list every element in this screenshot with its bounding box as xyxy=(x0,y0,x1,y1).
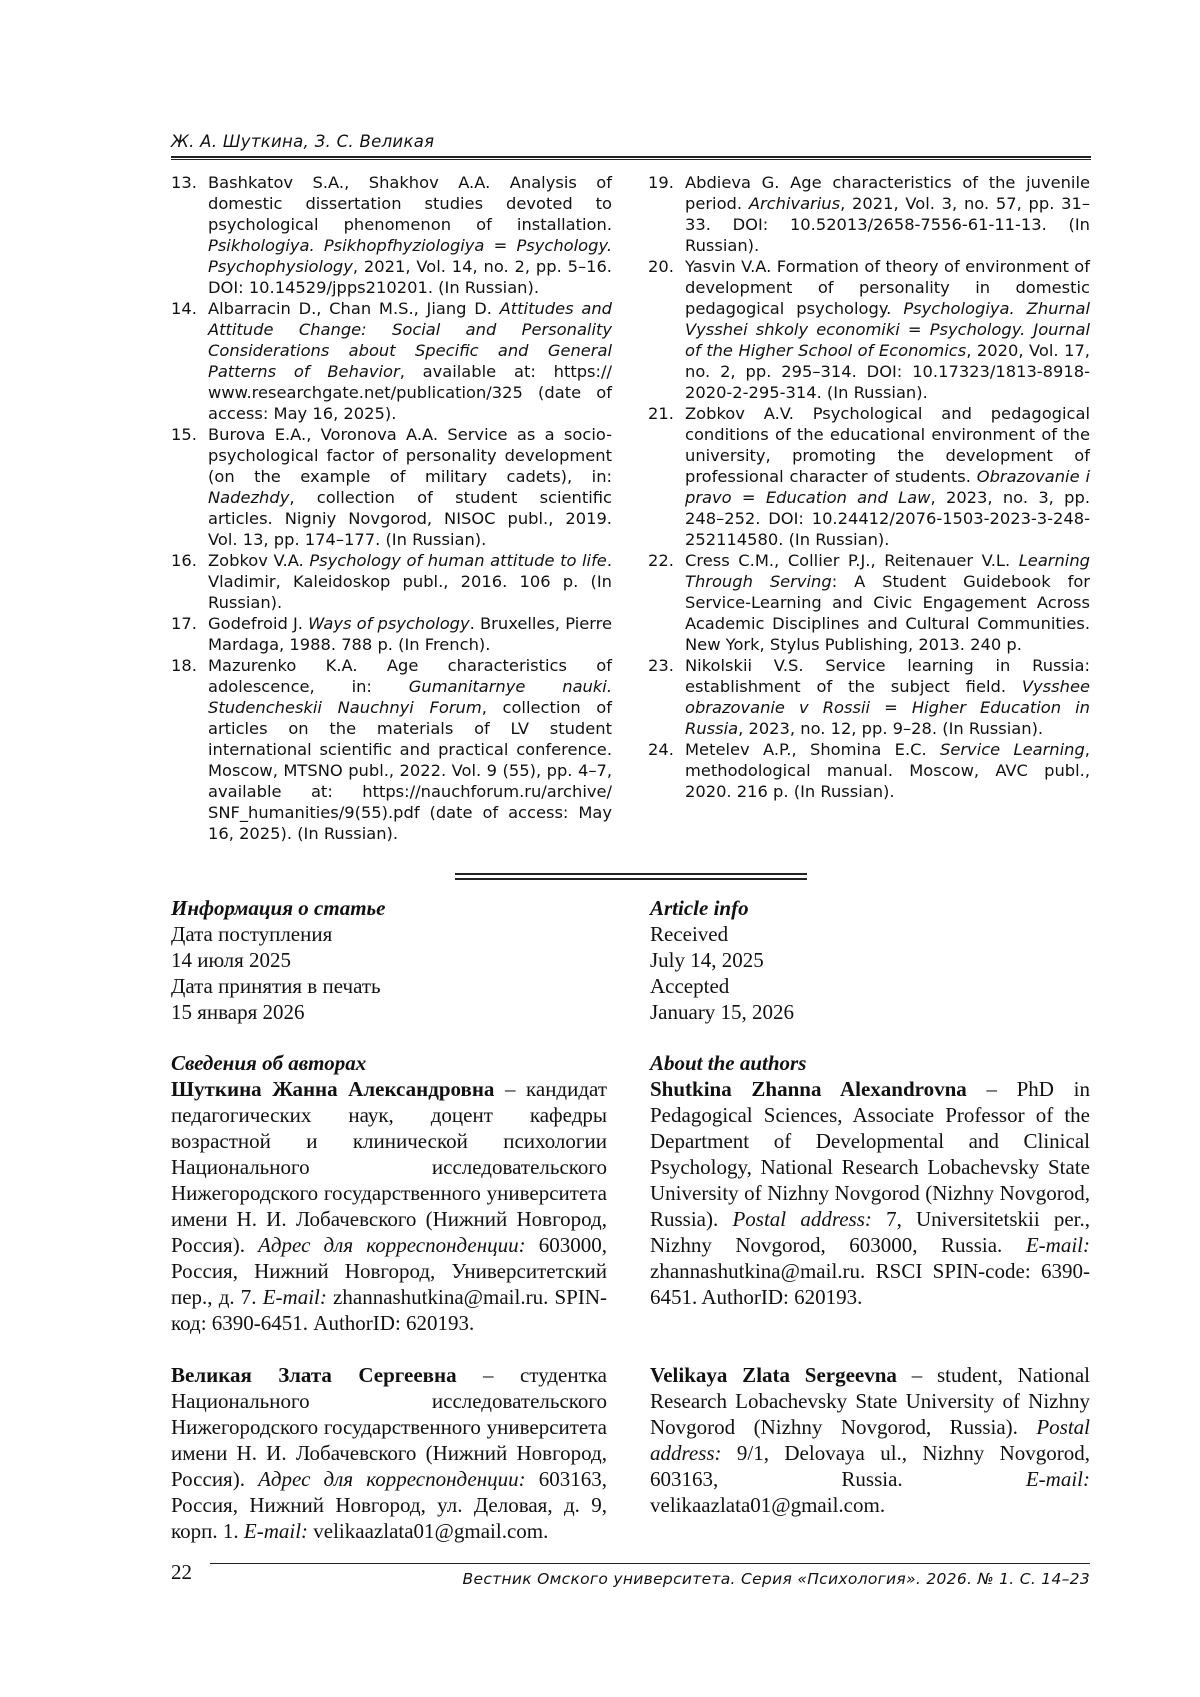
text-run: Albarracin D., Chan M.S., Jiang D. xyxy=(208,299,500,318)
reference-item xyxy=(648,256,1090,403)
received-date: July 14, 2025 xyxy=(650,948,764,972)
text-run: Bashkatov S.A., Shakhov A.A. Analysis of domestic dissertation studies devoted to psychological phenomenon of installation. xyxy=(208,173,612,234)
reference-text xyxy=(685,550,1090,655)
authors-en xyxy=(650,1050,1090,1518)
reference-text xyxy=(208,298,612,424)
text-run: velikaazlata01@gmail.com. xyxy=(308,1519,549,1543)
text-run: zhannashutkina@mail.ru. SPIN-код: 6390-6451. AuthorID: 620193. xyxy=(171,1285,608,1335)
reference-text xyxy=(208,172,612,298)
italic-text: Postal address: xyxy=(650,1415,1090,1465)
reference-number: 24. xyxy=(648,740,674,759)
italic-text: Psychology of human attitude to life xyxy=(309,551,607,570)
italic-text: Attitudes and Attitude Change: Social and Personality Considerations about Specific and General Patterns of Behavior xyxy=(208,299,612,381)
text-run: Metelev A.P., Shomina E.C. xyxy=(685,740,941,759)
reference-text xyxy=(685,172,1090,256)
text-run: Zobkov V.A. xyxy=(208,551,310,570)
italic-text: Gumanitarnye nauki. Studencheskii Nauchnyi Forum xyxy=(208,677,613,717)
italic-text: Psikhologiya. Psikhopfhyziologiya = Psychology. Psychophysiology xyxy=(208,236,612,276)
text-run: – кандидат педагогических наук, доцент кафедры возрастной и клинической психологии Национального исследовательского Нижегородского государственного университета имени Н. И. Лобачевского (Нижний Новгород, Россия). xyxy=(171,1077,607,1257)
italic-text: Адрес для корреспонденции: xyxy=(258,1467,526,1491)
text-run: , methodological manual. Moscow, AVC publ., 2020. 216 p. (In Russian). xyxy=(685,740,1090,801)
text-run: , collection of articles on the materials of LV student international scientific and practical conference. Moscow, MTSNO publ., 2022. Vol. 9 (55), pp. 4–7, available at: https://nauchforum.ru/archive/ SNF_humanities/9(55).pdf (date of access: May 16, 2025). (In Russian). xyxy=(208,698,612,843)
text-run: zhannashutkina@mail.ru. RSCI SPIN-code: 6390-6451. AuthorID: 620193. xyxy=(650,1259,1090,1309)
references-left-column xyxy=(171,172,612,844)
running-head: Ж. А. Шуткина, З. С. Великая xyxy=(171,132,435,151)
italic-text: Archivarius xyxy=(748,194,841,213)
reference-text xyxy=(208,424,612,550)
reference-text xyxy=(685,403,1090,550)
article-info-ru xyxy=(171,895,607,1025)
reference-text xyxy=(685,256,1090,403)
text-run: – студентка Национального исследовательского Нижегородского государственного университета имени Н. И. Лобачевского (Нижний Новгород, Россия). xyxy=(171,1363,608,1491)
reference-item xyxy=(171,550,612,613)
reference-number: 21. xyxy=(648,404,674,423)
reference-number: 16. xyxy=(171,551,197,570)
reference-text xyxy=(685,739,1090,802)
authors-heading: Сведения об авторах xyxy=(171,1051,367,1075)
article-info-en xyxy=(650,895,1090,1025)
text-run: Mazurenko K.A. Age characteristics of adolescence, in: xyxy=(208,656,612,696)
italic-text: Service Learning xyxy=(940,740,1085,759)
received-label: Received xyxy=(650,922,729,946)
italic-text: Psychologiya. Zhurnal Vysshei shkoly economiki = Psychology. Journal of the Higher School of Economics xyxy=(685,299,1090,360)
author-bio xyxy=(171,1362,607,1544)
text-run: , available at: https:// www.researchgate.net/publication/325 (date of access: May 16, 2025). xyxy=(208,362,612,423)
text-run: – PhD in Pedagogical Sciences, Associate Professor of the Department of Developmental and Clinical Psychology, National Research Lobachevsky State University of Nizhny Novgorod (Nizhny Novgorod, Russia). xyxy=(650,1077,1090,1231)
author-name: Шуткина Жанна Александровна xyxy=(171,1077,495,1101)
reference-text xyxy=(685,655,1090,739)
received-label: Дата поступления xyxy=(171,922,333,946)
reference-number: 14. xyxy=(171,299,197,318)
text-run: , 2023, no. 3, pp. 248–252. DOI: 10.24412/2076-1503-2023-3-248-252114580. (In Russian). xyxy=(685,488,1090,549)
reference-number: 15. xyxy=(171,425,197,444)
received-date: 14 июля 2025 xyxy=(171,948,292,972)
reference-item xyxy=(171,172,612,298)
text-run: Godefroid J. xyxy=(208,614,309,633)
reference-number: 17. xyxy=(171,614,197,633)
author-name: Velikaya Zlata Sergeevna xyxy=(650,1363,897,1387)
accepted-label: Accepted xyxy=(650,974,730,998)
reference-item xyxy=(171,613,612,655)
italic-text: Learning Through Serving xyxy=(685,551,1090,591)
reference-text xyxy=(208,655,612,844)
italic-text: Postal address: xyxy=(732,1207,872,1231)
author-name: Shutkina Zhanna Alexandrovna xyxy=(650,1077,967,1101)
reference-number: 19. xyxy=(648,173,674,192)
authors-ru xyxy=(171,1050,607,1544)
text-run: Yasvin V.A. Formation of theory of environment of development of personality in domestic pedagogical psychology. xyxy=(685,257,1090,318)
reference-number: 22. xyxy=(648,551,674,570)
italic-text: E-mail: xyxy=(1025,1467,1090,1491)
text-run: – student, National Research Lobachevsky State University of Nizhny Novgorod (Nizhny Novgorod, Russia). xyxy=(650,1363,1090,1439)
reference-text xyxy=(208,613,612,655)
text-run: Zobkov A.V. Psychological and pedagogical conditions of the educational environment of the university, promoting the development of professional character of students. xyxy=(685,404,1090,486)
reference-item xyxy=(171,655,612,844)
header-rule-thin xyxy=(171,159,1091,160)
text-run: 7, Universitetskii per., Nizhny Novgorod, 603000, Russia. xyxy=(650,1207,1091,1257)
reference-item xyxy=(648,172,1090,256)
text-run: Burova E.A., Voronova A.A. Service as a socio-psychological factor of personality development (on the example of military cadets), in: xyxy=(208,425,612,486)
text-run: Cress C.M., Collier P.J., Reitenauer V.L. xyxy=(685,551,1019,570)
footer-rule xyxy=(210,1563,1090,1564)
author-name: Великая Злата Сергеевна xyxy=(171,1363,457,1387)
text-run: . Vladimir, Kaleidoskop publ., 2016. 106 p. (In Russian). xyxy=(208,551,613,612)
author-bio xyxy=(650,1362,1090,1518)
italic-text: Адрес для корреспонденции: xyxy=(258,1233,526,1257)
text-run: Nikolskii V.S. Service learning in Russia: establishment of the subject field. xyxy=(685,656,1090,696)
reference-item xyxy=(648,403,1090,550)
text-run: . Bruxelles, Pierre Mardaga, 1988. 788 p. (In French). xyxy=(208,614,612,654)
italic-text: E-mail: xyxy=(1025,1233,1090,1257)
reference-item xyxy=(648,739,1090,802)
text-run: , collection of student scientific articles. Nigniy Novgorod, NISOC publ., 2019. Vol. 13, pp. 174–177. (In Russian). xyxy=(208,488,612,549)
text-run: : A Student Guidebook for Service-Learning and Civic Engagement Across Academic Disciplines and Cultural Communities. New York, Stylus Publishing, 2013. 240 p. xyxy=(685,572,1090,654)
reference-number: 23. xyxy=(648,656,674,675)
text-run: , 2020, Vol. 17, no. 2, pp. 295–314. DOI: 10.17323/1813-8918-2020-2-295-314. (In Russian). xyxy=(685,341,1090,402)
reference-number: 18. xyxy=(171,656,197,675)
reference-item xyxy=(171,424,612,550)
italic-text: Obrazovanie i pravo = Education and Law xyxy=(685,467,1090,507)
text-run: 9/1, Delovaya ul., Nizhny Novgorod, 603163, Russia. xyxy=(650,1441,1090,1491)
author-bio xyxy=(650,1076,1090,1310)
header-rule xyxy=(171,156,1091,158)
reference-item xyxy=(648,550,1090,655)
reference-number: 20. xyxy=(648,257,674,276)
text-run: , 2021, Vol. 14, no. 2, pp. 5–16. DOI: 10.14529/jpps210201. (In Russian). xyxy=(208,257,612,297)
page-number: 22 xyxy=(171,1560,192,1584)
italic-text: E-mail: xyxy=(243,1519,309,1543)
article-info-heading: Информация о статье xyxy=(171,896,386,920)
author-bio xyxy=(171,1076,607,1336)
reference-text xyxy=(208,550,612,613)
text-run: velikaazlata01@gmail.com. xyxy=(650,1493,886,1517)
italic-text: Vysshee obrazovanie v Rossii = Higher Education in Russia xyxy=(685,677,1090,738)
accepted-label: Дата принятия в печать xyxy=(171,974,381,998)
text-run: , 2023, no. 12, pp. 9–28. (In Russian). xyxy=(738,719,1044,738)
authors-heading: About the authors xyxy=(650,1051,807,1075)
separator-line-bottom xyxy=(455,878,807,880)
accepted-date: 15 января 2026 xyxy=(171,1000,305,1024)
reference-item xyxy=(171,298,612,424)
separator-line-top xyxy=(455,873,807,875)
italic-text: Ways of psychology xyxy=(308,614,470,633)
article-info-heading: Article info xyxy=(650,896,749,920)
references-right-column xyxy=(648,172,1090,802)
journal-footer: Вестник Омского университета. Серия «Психология». 2026. № 1. С. 14–23 xyxy=(462,1570,1090,1588)
text-run: , 2021, Vol. 3, no. 57, pp. 31–33. DOI: 10.52013/2658-7556-61-11-13. (In Russian). xyxy=(685,194,1090,255)
italic-text: E-mail: xyxy=(262,1285,327,1309)
text-run: 603000, Россия, Нижний Новгород, Университетский пер., д. 7. xyxy=(171,1233,607,1309)
text-run: 603163, Россия, Нижний Новгород, ул. Деловая, д. 9, корп. 1. xyxy=(171,1467,607,1543)
reference-number: 13. xyxy=(171,173,197,192)
italic-text: Nadezhdy xyxy=(208,488,290,507)
text-run: Abdieva G. Age characteristics of the juvenile period. xyxy=(685,173,1090,213)
accepted-date: January 15, 2026 xyxy=(650,1000,795,1024)
reference-item xyxy=(648,655,1090,739)
